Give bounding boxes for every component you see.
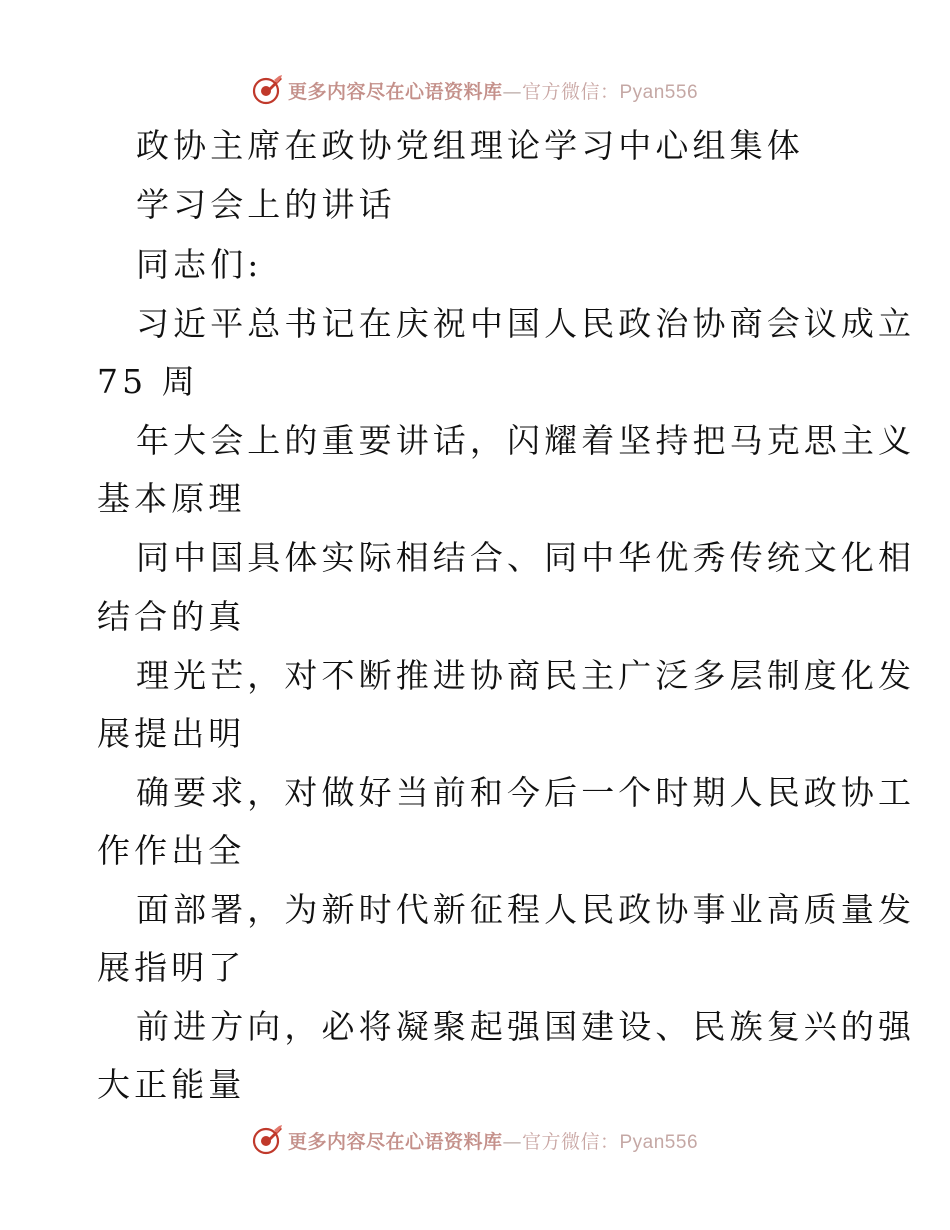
watermark-separator: — (502, 1130, 522, 1153)
paragraph-line: 同中国具体实际相结合、同中华优秀传统文化相 (136, 538, 916, 577)
watermark-brand: 更多内容尽在心语资料库 (287, 1130, 503, 1153)
paragraph-line: 大正能量 (97, 1065, 246, 1104)
paragraph-line: 理光芒，对不断推进协商民主广泛多层制度化发 (136, 656, 916, 695)
paragraph-line: 前进方向，必将凝聚起强国建设、民族复兴的强 (136, 1007, 916, 1046)
paragraph-line: 年大会上的重要讲话，闪耀着坚持把马克思主义 (136, 421, 916, 460)
watermark-text (288, 77, 698, 104)
watermark-handle: Pyan556 (619, 1131, 699, 1153)
paragraph-line: 展指明了 (97, 948, 246, 987)
salutation: 同志们: (136, 245, 263, 284)
paragraph-line: 结合的真 (97, 597, 246, 636)
footer-watermark (0, 1120, 950, 1160)
watermark-label: 官方微信： (521, 80, 620, 103)
paragraph-line: 确要求，对做好当前和今后一个时期人民政协工 (136, 773, 916, 812)
watermark-label: 官方微信： (521, 1130, 620, 1153)
watermark-handle: Pyan556 (619, 81, 699, 103)
quill-logo-icon (252, 74, 284, 106)
paragraph-line: 75 周 (97, 362, 199, 401)
quill-logo-icon (252, 1124, 284, 1156)
header-watermark (0, 70, 950, 110)
paragraph-line: 基本原理 (97, 479, 246, 518)
document-title-line-2: 学习会上的讲话 (136, 185, 396, 224)
paragraph-line: 习近平总书记在庆祝中国人民政治协商会议成立 (136, 304, 916, 343)
watermark-separator: — (502, 80, 522, 103)
paragraph-line: 面部署，为新时代新征程人民政协事业高质量发 (136, 890, 916, 929)
watermark-brand: 更多内容尽在心语资料库 (287, 80, 503, 103)
document-title-line-1: 政协主席在政协党组理论学习中心组集体 (136, 126, 804, 165)
paragraph-line: 作作出全 (97, 831, 246, 870)
paragraph-line: 展提出明 (97, 714, 246, 753)
watermark-text (288, 1127, 698, 1154)
